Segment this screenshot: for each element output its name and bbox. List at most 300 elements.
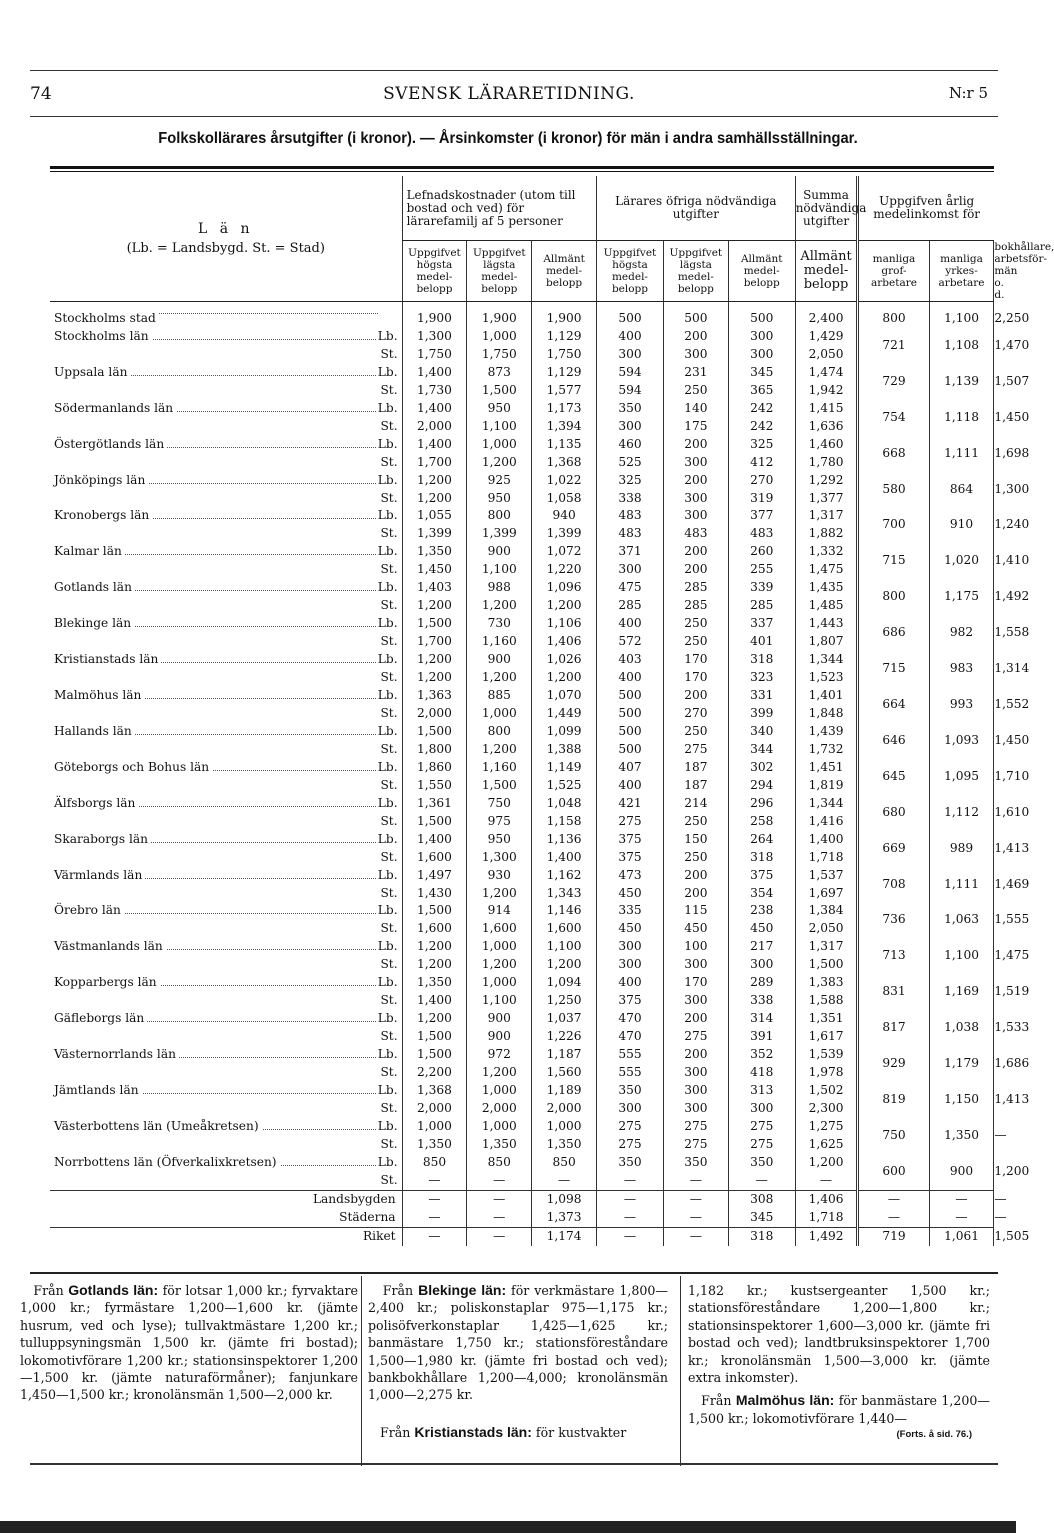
- area-type: St.: [378, 418, 397, 436]
- value-cell: 972: [467, 1046, 532, 1064]
- value-cell: 313: [728, 1082, 795, 1100]
- income-grof: 708: [858, 867, 929, 903]
- table-row: [50, 885, 994, 903]
- income-grof: 800: [858, 302, 929, 328]
- value-cell: 450: [663, 920, 728, 938]
- value-cell: 200: [663, 885, 728, 903]
- region-cell: [50, 346, 402, 364]
- area-type: St.: [378, 741, 397, 759]
- table-row: [50, 328, 994, 346]
- region-cell: [50, 669, 402, 687]
- region-cell: [50, 633, 402, 651]
- value-cell: 200: [663, 436, 728, 454]
- value-cell: 1,451: [795, 759, 858, 777]
- value-cell: 421: [597, 795, 664, 813]
- value-cell: 1,429: [795, 328, 858, 346]
- col-ovr-hogsta: Uppgifvet högsta medel-belopp: [597, 241, 664, 302]
- value-cell: 1,100: [467, 561, 532, 579]
- area-type: Lb.: [376, 543, 398, 561]
- value-cell: 170: [663, 974, 728, 992]
- expense-table: [50, 176, 1054, 1246]
- income-yrkes: 1,118: [929, 400, 994, 436]
- value-cell: 555: [597, 1046, 664, 1064]
- value-cell: 988: [467, 579, 532, 597]
- value-cell: 1,000: [532, 1118, 597, 1136]
- value-cell: 338: [597, 490, 664, 508]
- value-cell: 250: [663, 615, 728, 633]
- value-cell: 1,577: [532, 382, 597, 400]
- value-cell: 1,388: [532, 741, 597, 759]
- value-cell: 1,697: [795, 885, 858, 903]
- region-cell: [50, 1064, 402, 1082]
- region-cell: [50, 1028, 402, 1046]
- income-yrkes: 1,111: [929, 867, 994, 903]
- table-row: [50, 346, 994, 364]
- value-cell: 873: [467, 364, 532, 382]
- value-cell: 323: [728, 669, 795, 687]
- value-cell: 2,400: [795, 302, 858, 328]
- area-type: St.: [378, 813, 397, 831]
- area-type: St.: [378, 490, 397, 508]
- value-cell: 275: [663, 1118, 728, 1136]
- region-cell: [50, 1154, 402, 1172]
- value-cell: 1,200: [402, 490, 467, 508]
- region-cell: [50, 938, 402, 956]
- region-name: Gotlands län: [54, 580, 135, 594]
- value-cell: 260: [728, 543, 795, 561]
- value-cell: 450: [597, 920, 664, 938]
- region-cell: [50, 723, 402, 741]
- table-row: [50, 1010, 994, 1028]
- value-cell: 275: [597, 1136, 664, 1154]
- value-cell: 1,718: [795, 849, 858, 867]
- value-cell: 250: [663, 813, 728, 831]
- area-type: Lb.: [376, 1082, 398, 1100]
- value-cell: 250: [663, 723, 728, 741]
- value-cell: 473: [597, 867, 664, 885]
- value-cell: 1,350: [402, 543, 467, 561]
- value-cell: 2,000: [402, 1100, 467, 1118]
- value-cell: 214: [663, 795, 728, 813]
- value-cell: 350: [597, 1082, 664, 1100]
- value-cell: 403: [597, 651, 664, 669]
- region-name: Västernorrlands län: [54, 1047, 179, 1061]
- total-value: —: [402, 1209, 467, 1227]
- value-cell: 300: [728, 1100, 795, 1118]
- value-cell: 338: [728, 992, 795, 1010]
- table-row: [50, 525, 994, 543]
- value-cell: 1,384: [795, 902, 858, 920]
- value-cell: 1,415: [795, 400, 858, 418]
- value-cell: 1,443: [795, 615, 858, 633]
- value-cell: 250: [663, 382, 728, 400]
- value-cell: 1,394: [532, 418, 597, 436]
- value-cell: 1,350: [467, 1136, 532, 1154]
- value-cell: 1,800: [402, 741, 467, 759]
- page-number: 74: [30, 84, 52, 104]
- value-cell: 1,344: [795, 795, 858, 813]
- total-value: 1,174: [532, 1227, 597, 1245]
- area-type: Lb.: [376, 579, 398, 597]
- region-name: Jönköpings län: [54, 473, 148, 487]
- value-cell: 1,500: [402, 723, 467, 741]
- value-cell: 1,560: [532, 1064, 597, 1082]
- region-cell: [50, 795, 402, 813]
- table-row: [50, 651, 994, 669]
- area-type: St.: [378, 669, 397, 687]
- value-cell: 1,400: [402, 400, 467, 418]
- area-type: Lb.: [376, 1010, 398, 1028]
- area-type: Lb.: [376, 902, 398, 920]
- region-cell: [50, 705, 402, 723]
- value-cell: 1,100: [532, 938, 597, 956]
- value-cell: 1,000: [467, 705, 532, 723]
- value-cell: 418: [728, 1064, 795, 1082]
- region-cell: [50, 472, 402, 490]
- income-grof: 669: [858, 831, 929, 867]
- value-cell: 594: [597, 364, 664, 382]
- value-cell: 1,189: [532, 1082, 597, 1100]
- value-cell: 187: [663, 777, 728, 795]
- value-cell: 1,523: [795, 669, 858, 687]
- income-yrkes: 1,100: [929, 302, 994, 328]
- table-row: [50, 992, 994, 1010]
- value-cell: 925: [467, 472, 532, 490]
- value-cell: 264: [728, 831, 795, 849]
- value-cell: 200: [663, 867, 728, 885]
- table-row: [50, 1046, 994, 1064]
- value-cell: 340: [728, 723, 795, 741]
- income-yrkes: 910: [929, 507, 994, 543]
- income-yrkes: 1,095: [929, 759, 994, 795]
- value-cell: 300: [663, 1082, 728, 1100]
- value-cell: 1,537: [795, 867, 858, 885]
- region-cell: [50, 1136, 402, 1154]
- total-value: 308: [728, 1190, 795, 1208]
- value-cell: 401: [728, 633, 795, 651]
- region-cell: [50, 1118, 402, 1136]
- value-cell: 200: [663, 687, 728, 705]
- value-cell: —: [532, 1172, 597, 1190]
- value-cell: 1,450: [402, 561, 467, 579]
- value-cell: 350: [663, 1154, 728, 1172]
- income-grof: 664: [858, 687, 929, 723]
- value-cell: 1,200: [467, 669, 532, 687]
- table-row: [50, 490, 994, 508]
- value-cell: 1,200: [467, 454, 532, 472]
- note-place: Gotlands län:: [68, 1282, 159, 1298]
- value-cell: 1,383: [795, 974, 858, 992]
- area-type: Lb.: [376, 400, 398, 418]
- total-value: 1,492: [795, 1227, 858, 1245]
- inkomst-header: Uppgifven årlig medelinkomst för: [858, 176, 994, 241]
- income-yrkes: 900: [929, 1154, 994, 1190]
- income-grof: 817: [858, 1010, 929, 1046]
- income-yrkes: 1,175: [929, 579, 994, 615]
- value-cell: 1,361: [402, 795, 467, 813]
- region-cell: [50, 902, 402, 920]
- area-type: St.: [378, 705, 397, 723]
- value-cell: 2,200: [402, 1064, 467, 1082]
- value-cell: 300: [597, 1100, 664, 1118]
- area-type: St.: [378, 382, 397, 400]
- value-cell: 1,000: [402, 1118, 467, 1136]
- total-value: —: [467, 1209, 532, 1227]
- note-place: Kristianstads län:: [414, 1423, 532, 1440]
- value-cell: 300: [663, 992, 728, 1010]
- area-type: Lb.: [376, 687, 398, 705]
- value-cell: 1,406: [532, 633, 597, 651]
- col-yrkes: manliga yrkes-arbetare: [929, 241, 994, 302]
- value-cell: 275: [728, 1118, 795, 1136]
- value-cell: 1,400: [402, 364, 467, 382]
- table-row: [50, 759, 994, 777]
- value-cell: 1,848: [795, 705, 858, 723]
- value-cell: 318: [728, 651, 795, 669]
- value-cell: 285: [663, 597, 728, 615]
- value-cell: 300: [597, 561, 664, 579]
- region-cell: [50, 400, 402, 418]
- value-cell: 275: [728, 1136, 795, 1154]
- income-yrkes: 983: [929, 651, 994, 687]
- value-cell: 500: [597, 687, 664, 705]
- income-grof: 715: [858, 543, 929, 579]
- value-cell: 500: [597, 705, 664, 723]
- value-cell: 1,449: [532, 705, 597, 723]
- top-rule: [30, 70, 998, 71]
- lan-note: (Lb. = Landsbygd. St. = Stad): [126, 240, 325, 256]
- table-row: [50, 561, 994, 579]
- income-grof: 929: [858, 1046, 929, 1082]
- value-cell: 1,200: [402, 651, 467, 669]
- area-type: St.: [378, 1100, 397, 1118]
- region-cell: [50, 849, 402, 867]
- region-cell: [50, 543, 402, 561]
- col-allmant: Allmänt medel-belopp: [532, 241, 597, 302]
- table-row: [50, 902, 994, 920]
- income-grof: 831: [858, 974, 929, 1010]
- region-name: Uppsala län: [54, 365, 130, 379]
- value-cell: 175: [663, 418, 728, 436]
- area-type: Lb.: [376, 1154, 398, 1172]
- area-type: St.: [378, 1064, 397, 1082]
- value-cell: 238: [728, 902, 795, 920]
- value-cell: 296: [728, 795, 795, 813]
- income-grof: 736: [858, 902, 929, 938]
- value-cell: 200: [663, 561, 728, 579]
- region-name: Södermanlands län: [54, 401, 176, 415]
- value-cell: 1,350: [402, 1136, 467, 1154]
- total-value: 318: [728, 1227, 795, 1245]
- value-cell: 300: [663, 1100, 728, 1118]
- region-name: Kopparbergs län: [54, 975, 160, 989]
- value-cell: 1,500: [402, 615, 467, 633]
- value-cell: 2,000: [402, 418, 467, 436]
- value-cell: 950: [467, 490, 532, 508]
- value-cell: 1,000: [467, 328, 532, 346]
- value-cell: 352: [728, 1046, 795, 1064]
- table-body: [50, 302, 1030, 1246]
- value-cell: 1,750: [532, 346, 597, 364]
- col-grof: manliga grof-arbetare: [858, 241, 929, 302]
- value-cell: 1,460: [795, 436, 858, 454]
- table-title: Folkskollärares årsutgifter (i kronor). — Årsinkomster (i kronor) för män i andra samhällsställningar.: [158, 130, 858, 147]
- value-cell: 140: [663, 400, 728, 418]
- value-cell: 1,344: [795, 651, 858, 669]
- value-cell: 250: [663, 849, 728, 867]
- note-text: för lotsar 1,000 kr.; fyrvaktare 1,000 kr.; fyrmästare 1,200—1,600 kr. (jämte husrum, ved och lyse); tullvaktmästare 1,200 kr.; tulluppsyningsmän 1,500 kr. (jämte fri bostad); lokomotivförare 1,200 kr.; stationsinspektorer 1,200—1,500 kr. (jämte naturaförmåner); fanjunkare 1,450—1,500 kr.; kronolänsmän 1,500—2,000 kr.: [20, 1283, 359, 1403]
- income-grof: 729: [858, 364, 929, 400]
- table-row: [50, 633, 994, 651]
- income-grof: 800: [858, 579, 929, 615]
- value-cell: 354: [728, 885, 795, 903]
- value-cell: 365: [728, 382, 795, 400]
- region-cell: [50, 759, 402, 777]
- income-yrkes: 1,093: [929, 723, 994, 759]
- area-type: St.: [378, 1172, 397, 1190]
- value-cell: 2,000: [532, 1100, 597, 1118]
- area-type: Lb.: [376, 328, 398, 346]
- total-row: [50, 1190, 994, 1208]
- region-cell: [50, 1046, 402, 1064]
- value-cell: 1,022: [532, 472, 597, 490]
- region-cell: [50, 687, 402, 705]
- region-cell: [50, 382, 402, 400]
- value-cell: 1,700: [402, 454, 467, 472]
- value-cell: 2,050: [795, 920, 858, 938]
- value-cell: 2,000: [467, 1100, 532, 1118]
- value-cell: 275: [663, 1136, 728, 1154]
- note-text: för verkmästare 1,800—2,400 kr.; poliskonstaplar 975—1,175 kr.; polisöfverkonstaplar 1,425—1,625 kr.; banmästare 1,750 kr.; stationsföreståndare 1,500—1,980 kr. (jämte fri bostad och ved); bankbokhållare 1,200—4,000; kronolänsmän 1,000—2,275 kr.: [368, 1283, 668, 1403]
- value-cell: 325: [728, 436, 795, 454]
- value-cell: 1,250: [532, 992, 597, 1010]
- value-cell: 375: [597, 831, 664, 849]
- value-cell: 483: [728, 525, 795, 543]
- value-cell: 1,129: [532, 364, 597, 382]
- table-row: [50, 543, 994, 561]
- region-name: Örebro län: [54, 903, 124, 917]
- value-cell: 1,200: [795, 1154, 858, 1172]
- table-row: [50, 1154, 994, 1172]
- table-row: [50, 1136, 994, 1154]
- value-cell: 325: [597, 472, 664, 490]
- table-row: [50, 813, 994, 831]
- value-cell: 2,050: [795, 346, 858, 364]
- value-cell: 335: [597, 902, 664, 920]
- region-name: Västerbottens län (Umeåkretsen): [54, 1119, 262, 1133]
- value-cell: 500: [597, 302, 664, 328]
- note-gotland: [20, 1282, 358, 1404]
- income-grof: 750: [858, 1118, 929, 1154]
- income-yrkes: 1,020: [929, 543, 994, 579]
- value-cell: 242: [728, 400, 795, 418]
- ovriga-header: Lärares öfriga nödvändiga utgifter: [597, 176, 796, 241]
- value-cell: 1,807: [795, 633, 858, 651]
- value-cell: 300: [728, 956, 795, 974]
- value-cell: 1,350: [402, 974, 467, 992]
- value-cell: 1,400: [532, 849, 597, 867]
- value-cell: 1,399: [402, 525, 467, 543]
- area-type: Lb.: [376, 938, 398, 956]
- value-cell: 1,200: [402, 472, 467, 490]
- value-cell: 1,106: [532, 615, 597, 633]
- lan-label: L ä n: [198, 220, 254, 237]
- value-cell: 400: [597, 328, 664, 346]
- value-cell: 1,860: [402, 759, 467, 777]
- table-row: [50, 956, 994, 974]
- value-cell: 350: [597, 400, 664, 418]
- region-name: Älfsborgs län: [54, 796, 138, 810]
- value-cell: 1,058: [532, 490, 597, 508]
- region-cell: [50, 885, 402, 903]
- value-cell: 1,136: [532, 831, 597, 849]
- table-row: [50, 436, 994, 454]
- value-cell: 375: [597, 849, 664, 867]
- value-cell: 371: [597, 543, 664, 561]
- table-row: [50, 920, 994, 938]
- table-row: [50, 795, 994, 813]
- value-cell: 300: [597, 956, 664, 974]
- value-cell: 1,588: [795, 992, 858, 1010]
- value-cell: 231: [663, 364, 728, 382]
- note-kristianstad: [368, 1424, 668, 1441]
- value-cell: 900: [467, 1010, 532, 1028]
- value-cell: 1,399: [532, 525, 597, 543]
- region-cell: [50, 741, 402, 759]
- income-yrkes: 864: [929, 472, 994, 508]
- region-cell: [50, 1100, 402, 1118]
- value-cell: 1,750: [402, 346, 467, 364]
- value-cell: —: [597, 1172, 664, 1190]
- region-cell: [50, 436, 402, 454]
- col-ovr-allmant: Allmänt medel-belopp: [728, 241, 795, 302]
- value-cell: 200: [663, 1046, 728, 1064]
- region-cell: [50, 920, 402, 938]
- value-cell: 344: [728, 741, 795, 759]
- value-cell: 339: [728, 579, 795, 597]
- value-cell: 483: [597, 525, 664, 543]
- income-yrkes: 1,169: [929, 974, 994, 1010]
- value-cell: 1,550: [402, 777, 467, 795]
- value-cell: 1,343: [532, 885, 597, 903]
- total-value: 1,098: [532, 1190, 597, 1208]
- value-cell: 450: [597, 885, 664, 903]
- table-bottom-rule: [30, 1272, 998, 1274]
- total-value: —: [402, 1190, 467, 1208]
- value-cell: 1,600: [402, 849, 467, 867]
- value-cell: 217: [728, 938, 795, 956]
- value-cell: 294: [728, 777, 795, 795]
- value-cell: 319: [728, 490, 795, 508]
- value-cell: 483: [597, 507, 664, 525]
- total-value: 345: [728, 1209, 795, 1227]
- value-cell: 1,292: [795, 472, 858, 490]
- region-cell: [50, 1010, 402, 1028]
- table-row: [50, 1082, 994, 1100]
- value-cell: 900: [467, 543, 532, 561]
- value-cell: 1,158: [532, 813, 597, 831]
- value-cell: 2,300: [795, 1100, 858, 1118]
- total-value: 1,406: [795, 1190, 858, 1208]
- value-cell: 1,048: [532, 795, 597, 813]
- table-row: [50, 938, 994, 956]
- lan-header: [50, 176, 402, 302]
- value-cell: 525: [597, 454, 664, 472]
- area-type: Lb.: [376, 1046, 398, 1064]
- value-cell: 1,000: [467, 974, 532, 992]
- value-cell: 1,700: [402, 633, 467, 651]
- value-cell: 1,525: [532, 777, 597, 795]
